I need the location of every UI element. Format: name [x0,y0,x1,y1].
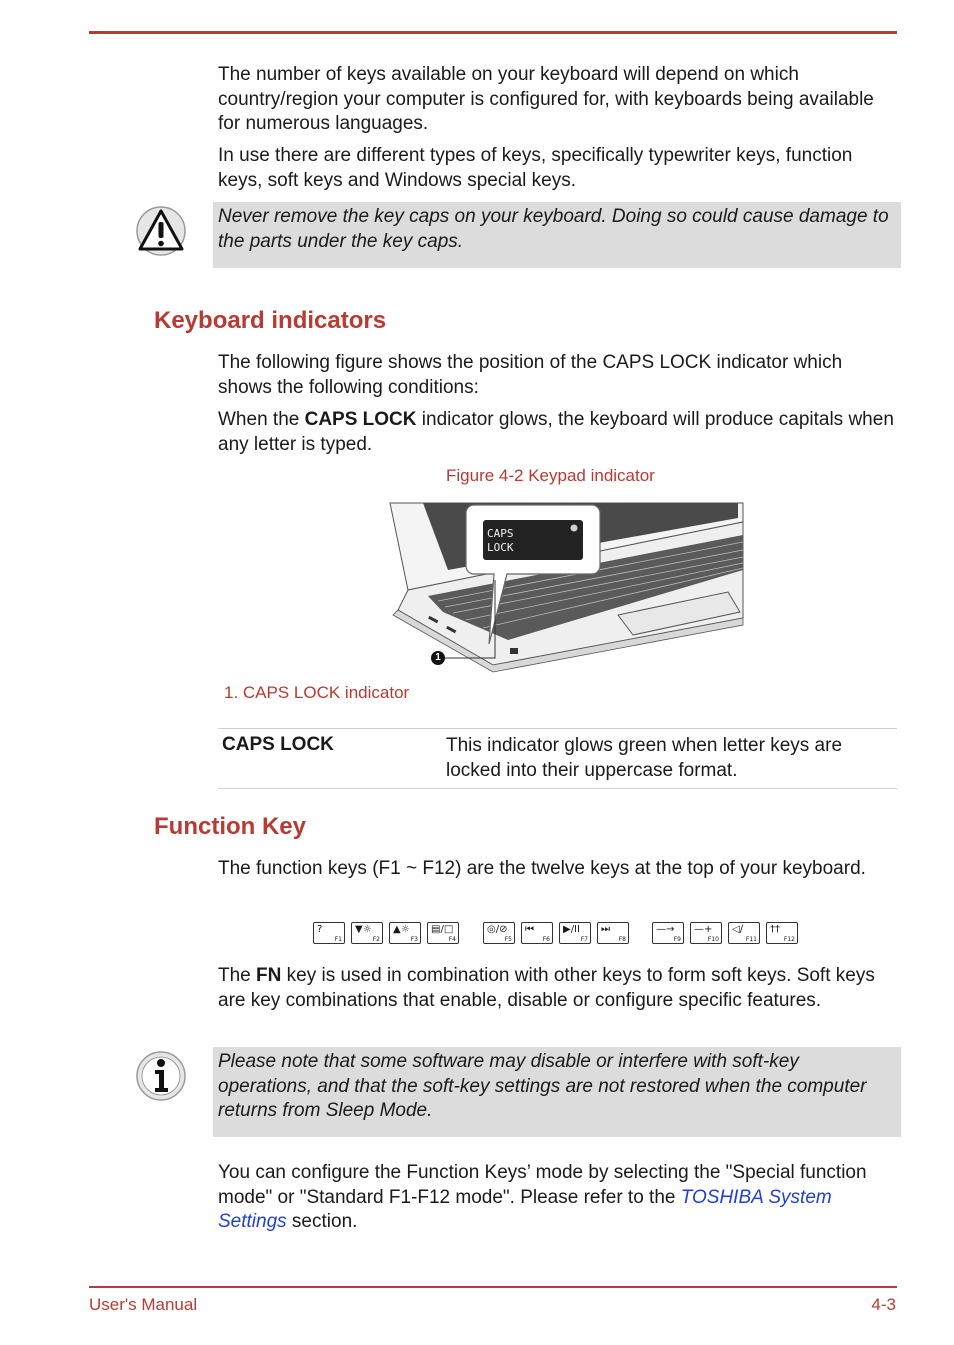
warning-icon [135,205,187,262]
section-heading-function-key: Function Key [154,813,307,840]
keyboard-indicators-paragraph-2: When the CAPS LOCK indicator glows, the keyboard will produce capitals when any letter is typed. [218,409,894,455]
intro-paragraph-2: In use there are different types of keys, specifically typewriter keys, function keys, soft keys and Windows special keys. [218,145,853,191]
function-key-f1: ? F1 [313,922,345,944]
figure-caption: Figure 4-2 Keypad indicator [446,466,655,485]
keyboard-indicators-paragraph-1: The following figure shows the position of the CAPS LOCK indicator which shows the following conditions: [218,352,843,398]
figure-legend: 1. CAPS LOCK indicator [224,683,410,702]
function-key-f7: ▶/II F7 [559,922,591,944]
indicator-table [218,728,897,789]
info-note: Please note that some software may disable or interfere with soft-key operations, and that the soft-key settings are not restored when the computer returns from Sleep Mode. [213,1047,901,1137]
warning-note: Never remove the key caps on your keyboard. Doing so could cause damage to the parts under the key caps. [213,202,901,268]
footer-left: User's Manual [89,1295,198,1314]
function-key-paragraph-2: The FN key is used in combination with other keys to form soft keys. Soft keys are key combinations that enable, disable or configure specific features. [218,965,875,1011]
function-key-f5: ◎/⊘ F5 [483,922,515,944]
function-key-paragraph-3: You can configure the Function Keys’ mode by selecting the "Special function mode" or "Standard F1-F12 mode". Please refer to the TOSHIBA System Settings section. [218,1162,867,1232]
figure-marker-1: 1 [435,652,441,663]
function-key-f11: ◁∕ F11 [728,922,760,944]
header-rule [89,31,897,34]
info-icon [135,1050,187,1107]
function-key-f6: ⏮ F6 [521,922,553,944]
footer-page-number: 4-3 [871,1295,896,1314]
table-value-cell: This indicator glows green when letter keys are locked into their uppercase format. [446,735,843,781]
section-heading-keyboard-indicators: Keyboard indicators [154,307,387,334]
function-key-f3: ▲☼ F3 [389,922,421,944]
table-key-cell: CAPS LOCK [222,734,334,755]
toshiba-system-settings-link[interactable]: TOSHIBA System Settings [218,1186,832,1232]
function-key-f10: —+ F10 [690,922,722,944]
function-key-row [313,922,803,946]
function-key-f8: ⏭ F8 [597,922,629,944]
intro-paragraph-1: The number of keys available on your keyboard will depend on which country/region your computer is configured for, with keyboards being available for numerous languages. [218,64,874,134]
footer-rule [89,1286,897,1288]
function-key-f12: †† F12 [766,922,798,944]
caps-lock-callout-label: CAPS LOCK [487,527,514,554]
function-key-f2: ▼☼ F2 [351,922,383,944]
function-key-paragraph-1: The function keys (F1 ~ F12) are the twelve keys at the top of your keyboard. [218,858,866,879]
function-key-f9: —→ F9 [652,922,684,944]
function-key-f4: ▤/□ F4 [427,922,459,944]
